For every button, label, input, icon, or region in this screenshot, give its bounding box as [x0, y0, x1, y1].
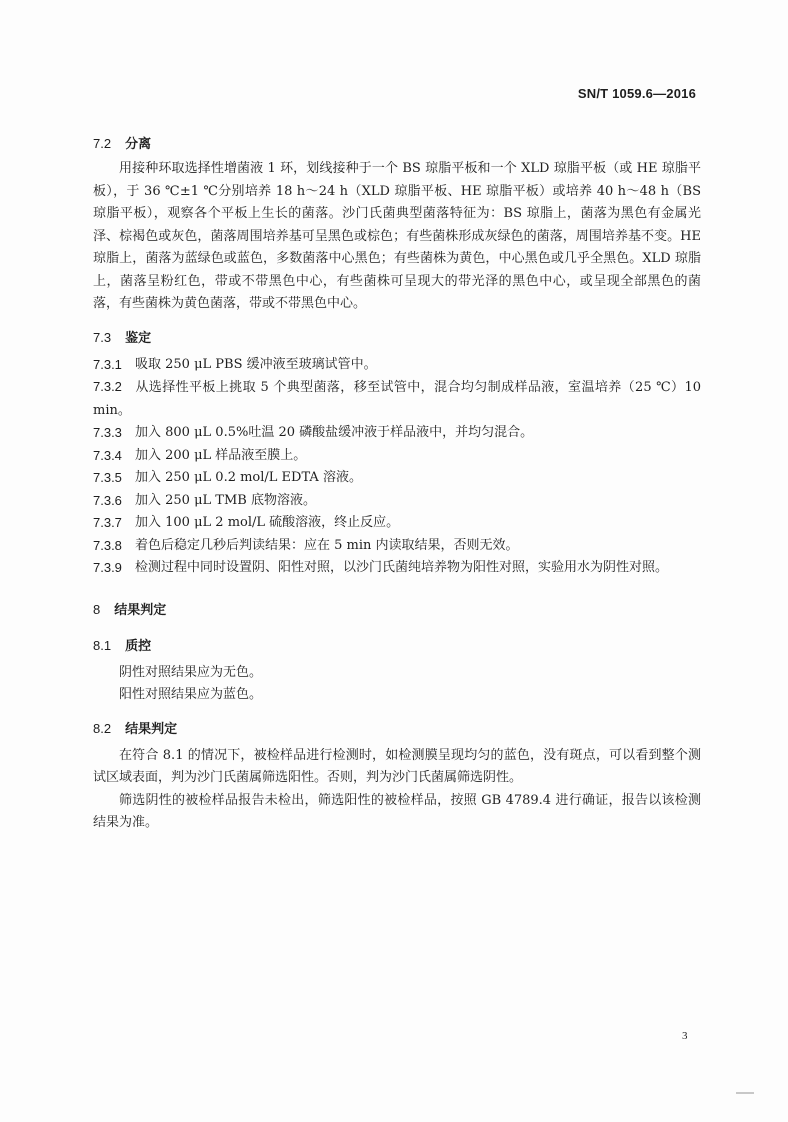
item-number: 7.3.1	[93, 356, 122, 372]
section-heading-8-2	[93, 718, 701, 737]
section-heading-7-3	[93, 327, 701, 346]
section-number: 8	[93, 601, 101, 617]
scan-artifact	[736, 1092, 754, 1094]
item-number: 7.3.5	[93, 470, 122, 485]
list-item	[93, 422, 701, 445]
section-title: 鉴定	[125, 330, 152, 346]
list-item	[93, 376, 701, 422]
item-number: 7.3.6	[93, 492, 122, 508]
item-text: 加入 250 μL TMB 底物溶液。	[135, 492, 316, 508]
section-number: 8.1	[93, 637, 112, 653]
section-heading-7-2	[93, 133, 701, 152]
item-text: 检测过程中同时设置阴、阳性对照，以沙门氏菌纯培养物为阳性对照，实验用水为阴性对照。	[135, 560, 669, 575]
section-7-2-paragraph: 用接种环取选择性增菌液 1 环，划线接种于一个 BS 琼脂平板和一个 XLD 琼脂平板（或 HE 琼脂平板），于 36 ℃±1 ℃分别培养 18 h～24 h（XLD 琼脂平板、HE 琼脂平板）或培养 40 h～48 h（BS 琼脂平板），观察各个平板上生长的菌落。沙门氏菌典型菌落特征为：BS 琼脂上，菌落为黑色有金属光泽、棕褐色或灰色，菌落周围培养基可呈黑色或棕色；有些菌株形成灰绿色的菌落，周围培养基不变。HE 琼脂上，菌落为蓝绿色或蓝色，多数菌落中心黑色；有些菌株为黄色，中心黑色或几乎全黑色。XLD 琼脂上，菌落呈粉红色，带或不带黑色中心，有些菌株可呈现大的带光泽的黑色中心，或呈现全部黑色的菌落，有些菌株为黄色菌落，带或不带黑色中心。	[93, 161, 701, 311]
item-number: 7.3.7	[93, 515, 122, 530]
list-item	[93, 467, 701, 490]
result-paragraph: 筛选阴性的被检样品报告未检出，筛选阳性的被检样品，按照 GB 4789.4 进行确证，报告以该检测结果为准。	[93, 792, 701, 830]
item-text: 加入 100 μL 2 mol/L 硫酸溶液，终止反应。	[135, 515, 400, 530]
result-paragraph: 在符合 8.1 的情况下，被检样品进行检测时，如检测膜呈现均匀的蓝色，没有斑点，可以看到整个测试区域表面，判为沙门氏菌属筛选阳性。否则，判为沙门氏菌属筛选阴性。	[93, 747, 701, 785]
item-text: 加入 250 μL 0.2 mol/L EDTA 溶液。	[135, 470, 362, 485]
section-number: 7.3	[93, 329, 112, 345]
section-heading-8	[93, 599, 701, 618]
qc-line: 阴性对照结果应为无色。	[119, 664, 263, 680]
qc-line: 阳性对照结果应为蓝色。	[119, 687, 263, 702]
list-item	[93, 535, 701, 558]
section-number: 7.2	[93, 136, 112, 151]
page-content	[93, 133, 701, 835]
item-number: 7.3.8	[93, 537, 122, 553]
item-number: 7.3.3	[93, 425, 122, 440]
item-number: 7.3.4	[93, 447, 122, 463]
item-number: 7.3.2	[93, 379, 122, 394]
item-number: 7.3.9	[93, 560, 122, 575]
list-item	[93, 490, 701, 513]
section-title: 分离	[125, 137, 152, 152]
list-item	[93, 354, 701, 377]
section-title: 质控	[125, 638, 152, 654]
list-item	[93, 445, 701, 468]
item-text: 着色后稳定几秒后判读结果：应在 5 min 内读取结果，否则无效。	[135, 537, 519, 553]
section-title: 结果判定	[114, 602, 167, 618]
section-heading-8-1	[93, 635, 701, 654]
item-text: 从选择性平板上挑取 5 个典型菌落，移至试管中，混合均匀制成样品液，室温培养（25 ℃）10 min。	[93, 380, 701, 418]
item-text: 加入 800 μL 0.5%吐温 20 磷酸盐缓冲液于样品液中，并均匀混合。	[135, 425, 534, 440]
standard-code: SN/T 1059.6—2016	[577, 86, 696, 101]
list-item	[93, 557, 701, 580]
section-title: 结果判定	[125, 721, 178, 737]
page-number: 3	[682, 1030, 688, 1042]
item-text: 加入 200 μL 样品液至膜上。	[135, 447, 307, 463]
list-item	[93, 512, 701, 535]
item-text: 吸取 250 μL PBS 缓冲液至玻璃试管中。	[135, 356, 377, 372]
section-number: 8.2	[93, 720, 112, 736]
